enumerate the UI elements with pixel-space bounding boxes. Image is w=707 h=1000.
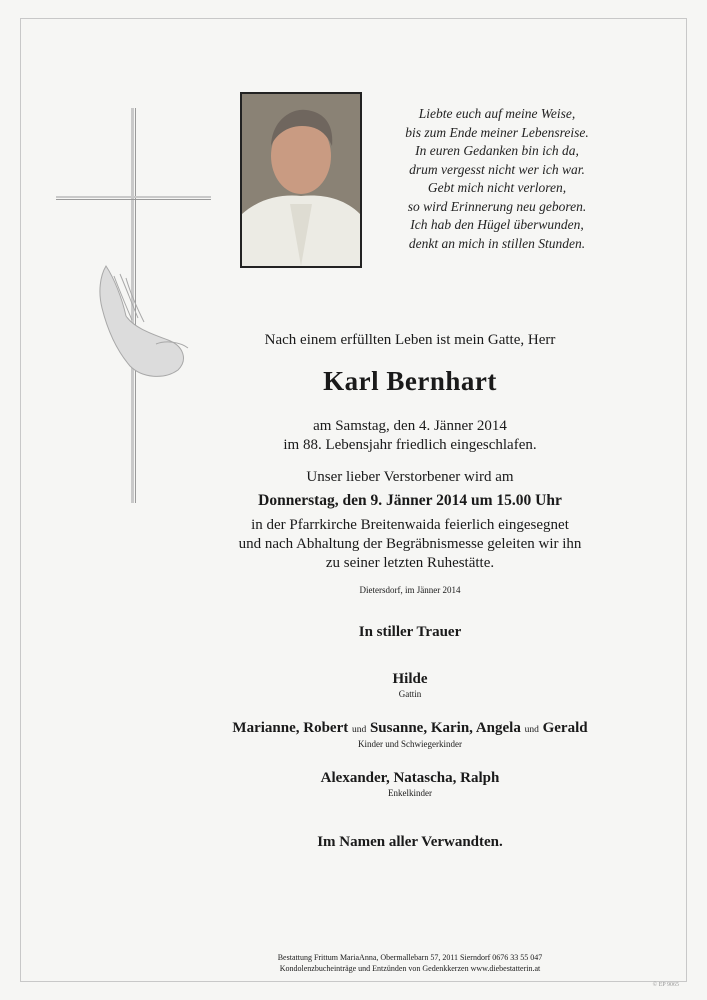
children-role: Kinder und Schwiegerkinder (358, 739, 462, 749)
poem-line: Liebte euch auf meine Weise, (418, 106, 576, 121)
grandchildren-names: Alexander, Natascha, Ralph (320, 770, 500, 786)
announcement-text: Unser lieber Verstorbener wird am (306, 469, 514, 485)
closing-text: Im Namen aller Verwandten. (317, 834, 503, 850)
poem (372, 105, 622, 253)
poem-line: bis zum Ende meiner Lebensreise. (405, 124, 589, 140)
conjunction: und (351, 725, 367, 735)
children-group-3: Gerald (542, 720, 588, 736)
poem-line: In euren Gedanken bin ich da, (415, 143, 579, 158)
poem-line: drum vergesst nicht wer ich war. (409, 161, 585, 177)
death-date: am Samstag, den 4. Jänner 2014 (313, 418, 507, 434)
funeral-datetime: Donnerstag, den 9. Jänner 2014 um 15.00 Uhr (258, 492, 562, 509)
conjunction: und (524, 725, 539, 735)
poem-line: denkt an mich in stillen Stunden. (408, 235, 586, 251)
ceremony-line: und nach Abhaltung der Begräbnismesse geleiten wir ihn (238, 536, 582, 552)
place-date: Dietersdorf, im Jänner 2014 (359, 585, 461, 595)
spouse-name: Hilde (392, 671, 428, 687)
children-group-2: Susanne, Karin, Angela (369, 720, 521, 736)
footer-website: Kondolenzbucheinträge und Entzünden von Gedenkkerzen www.diebestatterin.at (279, 964, 541, 973)
poem-line: Gebt mich nicht verloren, (427, 180, 567, 195)
footer-address: Bestattung Frittum MariaAnna, Obermallebarn 57, 2011 Sierndorf 0676 33 55 047 (277, 953, 543, 962)
poem-line: so wird Erinnerung neu geboren. (407, 198, 587, 214)
grandchildren-role: Enkelkinder (388, 788, 432, 798)
children-group-1: Marianne, Robert (232, 720, 349, 736)
praying-hands-icon (100, 266, 188, 376)
portrait-photo (240, 92, 362, 268)
poem-line: Ich hab den Hügel überwunden, (410, 217, 584, 232)
spouse-role: Gattin (398, 689, 422, 699)
intro-text: Nach einem erfüllten Leben ist mein Gatte, Herr (264, 332, 556, 348)
print-code: © EP 9065 (652, 982, 679, 988)
age-text: im 88. Lebensjahr friedlich eingeschlafen. (283, 437, 537, 453)
deceased-name: Karl Bernhart (323, 366, 497, 396)
ceremony-line: zu seiner letzten Ruhestätte. (325, 555, 495, 571)
mourning-heading: In stiller Trauer (358, 624, 462, 640)
ceremony-line: in der Pfarrkirche Breitenwaida feierlich eingesegnet (251, 517, 569, 533)
children-names (100, 720, 707, 737)
